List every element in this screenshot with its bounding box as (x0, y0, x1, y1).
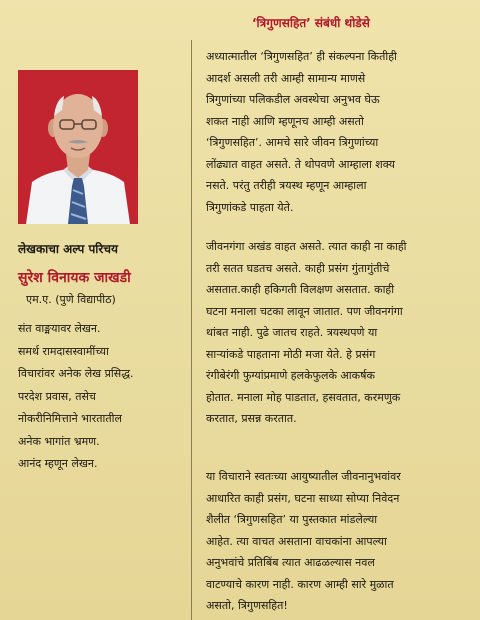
article-paragraph-1 (206, 46, 474, 218)
bio-line: संत वाङ्मयावर लेखन. (18, 322, 101, 335)
paragraph-line: वाटण्याचे कारण नाही. कारण आम्ही सारे मुळात (206, 577, 394, 591)
paragraph-line: त्रिगुणांकडे पाहता येते. (206, 200, 294, 214)
paragraph-line: ‘त्रिगुणसहित’. आमचे सारे जीवन त्रिगुणांच्या (206, 136, 379, 149)
paragraph-line: अनुभवांचे प्रतिबिंब त्यात आढळल्यास नवल (206, 556, 375, 569)
bio-line: आनंद म्हणून लेखन. (18, 457, 98, 470)
article-title: ‘त्रिगुणसहित’ संबंधी थोडेसे (252, 16, 370, 30)
bio-line: विचारांवर अनेक लेख प्रसिद्ध. (18, 367, 134, 380)
paragraph-line: करतात, प्रसन्न करतात. (206, 412, 297, 425)
paragraph-line: आदर्श असली तरी आम्ही सामान्य माणसे (206, 71, 366, 85)
column-divider (191, 40, 192, 620)
bio-line: परदेश प्रवास, तसेच (18, 389, 96, 403)
bio-line: समर्थ रामदासस्वामींच्या (18, 344, 109, 358)
author-bio (18, 318, 190, 476)
paragraph-line: साऱ्यांकडे पाहताना मोठी मजा येते. हे प्रसंग (206, 347, 376, 361)
paragraph-line: जीवनगंगा अखंड वाहत असते. त्यात काही ना काही (206, 240, 407, 253)
paragraph-line: शकत नाही आणि म्हणूनच आम्ही असतो (206, 114, 364, 128)
paragraph-line: असतो, त्रिगुणसहित! (206, 599, 288, 612)
author-degree: एम.ए. (पुणे विद्यापीठ) (26, 293, 116, 306)
author-bio-heading: लेखकाचा अल्प परिचय (18, 242, 118, 256)
paragraph-line: होतात. मनाला मोह पाडतात, हसवतात, करमणुक (206, 390, 401, 404)
author-name: सुरेश विनायक जाखडी (18, 270, 131, 286)
paragraph-line: नसते. परंतु तरीही त्रयस्थ म्हणून आम्हाला (206, 179, 367, 192)
author-photo (18, 70, 138, 224)
paragraph-line: आधारित काही प्रसंग, घटना साध्या सोप्या निवेदन (206, 491, 400, 505)
bio-line: अनेक भागांत भ्रमण. (18, 434, 100, 448)
paragraph-line: त्रिगुणांच्या पलिकडील अवस्थेचा अनुभव घेऊ (206, 93, 380, 106)
paragraph-line: शैलीत ‘त्रिगुणसहित’ या पुस्तकात मांडलेल्या (206, 513, 378, 526)
paragraph-line: तरी सतत घडतच असते. काही प्रसंग गुंतागुंतीचे (206, 261, 390, 275)
bio-line: नोकरीनिमित्ताने भारतातील (18, 412, 122, 425)
paragraph-line: थांबत नाही. पुढे जातच राहते. त्रयस्थपणे या (206, 326, 378, 339)
paragraph-line: या विचाराने स्वतःच्या आयुष्यातील जीवनानुभवांवर (206, 470, 401, 483)
paragraph-line: असतात.काही हकिगती विलक्षण असतात. काही (206, 283, 395, 296)
paragraph-line: लोंढ्यात वाहत असते. ते थोपवणे आम्हाला शक्य (206, 157, 396, 171)
paragraph-line: घटना मनाला चटका लावून जातात. पण जीवनगंगा (206, 304, 403, 318)
paragraph-line: रंगीबेरंगी फुग्यांप्रमाणे हलकेफुलके आकर्षक (206, 369, 375, 382)
article-paragraph-3 (206, 466, 474, 617)
article-paragraph-2 (206, 236, 474, 430)
paragraph-line: अध्यात्मातील ‘त्रिगुणसहित’ ही संकल्पना कितीही (206, 50, 397, 63)
paragraph-line: आहेत. त्या वाचत असताना वाचकांना आपल्या (206, 534, 387, 548)
